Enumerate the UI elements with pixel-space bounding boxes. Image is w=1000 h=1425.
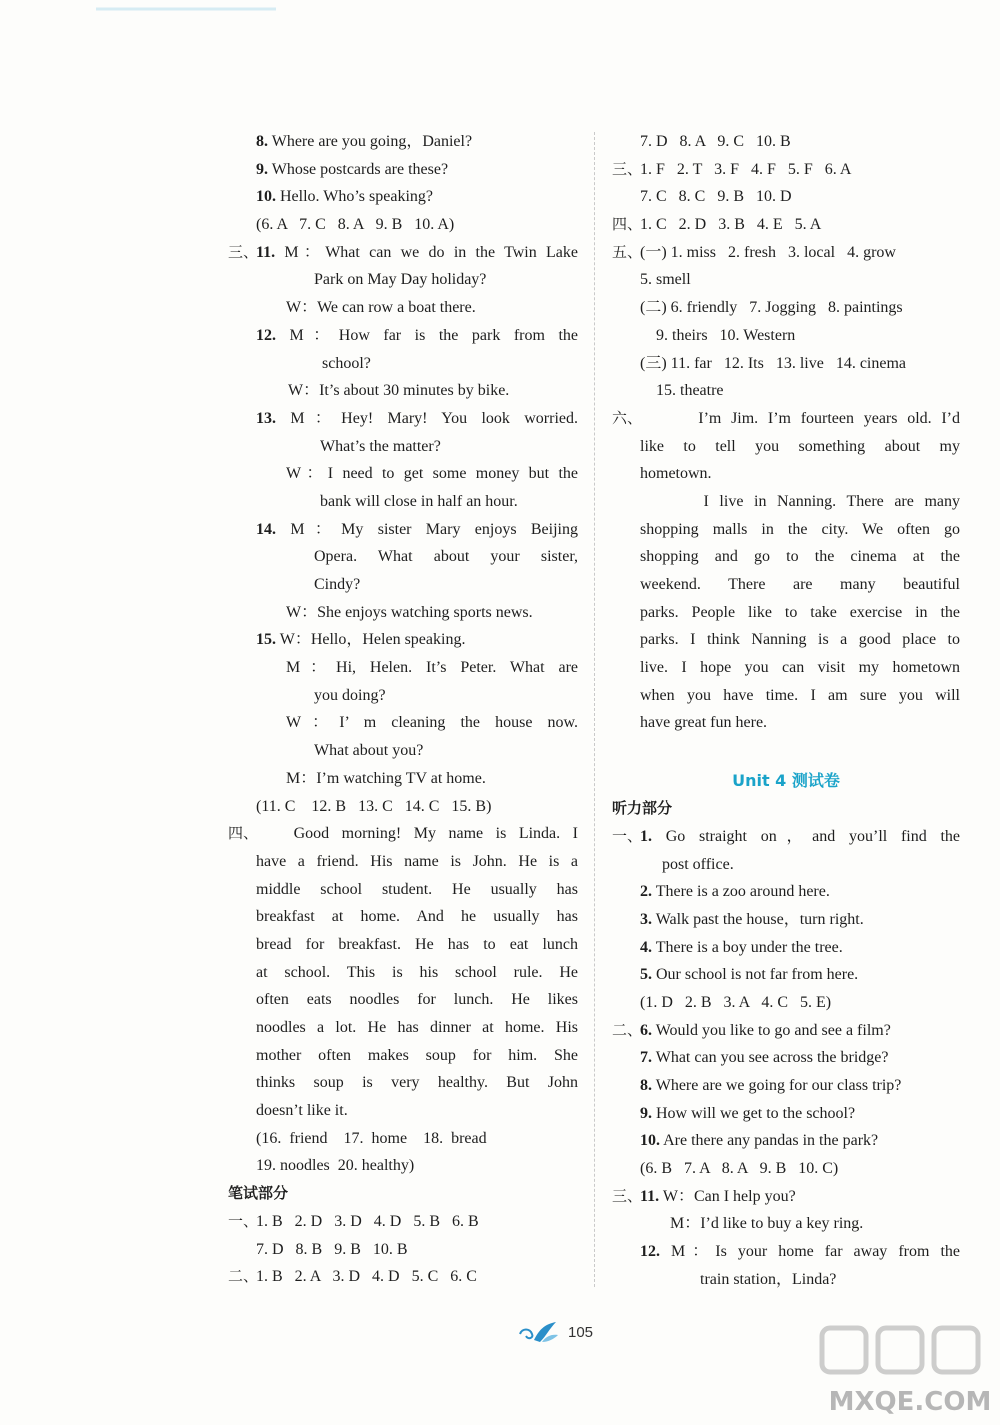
line-content [612,1022,891,1039]
answer-line [228,488,578,516]
answer-line [612,433,960,461]
line-text: M：Hey! Mary! You look worried. [276,409,578,427]
line-text: often eats noodles for lunch. He likes [256,991,578,1009]
item-number: 6. [640,1021,652,1039]
line-content [228,1157,414,1174]
answer-line [228,1069,578,1097]
line-text: at school. This is his school rule. He [256,963,578,981]
line-text: when you have time. I am sure you will [640,686,960,704]
item-number: 8. [640,1077,652,1094]
line-text: 1. B 2. A 3. D 4. D 5. C 6. C [256,1268,477,1286]
line-text: Cindy? [314,576,361,593]
section-marker: 二、 [612,1020,643,1039]
line-content [228,543,578,571]
answer-line [228,1042,578,1070]
line-text: I live in Nanning. There are many [640,492,960,510]
line-content [612,654,960,682]
line-text: M：I’m watching TV at home. [286,769,486,787]
line-content [228,1014,578,1042]
answer-line [612,1044,960,1072]
item-number: 8. [256,133,268,150]
line-content [228,576,360,593]
answer-line [228,793,578,821]
line-text: 1. C 2. D 3. B 4. E 5. A [640,216,822,234]
answer-line [612,1127,960,1155]
answer-line [228,959,578,987]
line-text: Where are you going，Daniel? [268,133,473,150]
answer-line [612,878,960,906]
answer-line [612,350,960,378]
line-text: doesn’t like it. [256,1102,348,1120]
answer-line [228,128,578,156]
line-content [228,188,433,205]
line-content [612,244,896,261]
line-text: W：I need to get some money but the [286,465,578,483]
unit-title: Unit 4 测试卷 [732,771,840,791]
line-content [228,299,476,316]
line-content [612,883,830,900]
answer-line [228,239,578,267]
answer-line [612,795,960,823]
line-content [612,599,960,627]
answer-line [228,626,578,654]
line-content [228,1130,487,1147]
item-number: 9. [640,1104,652,1122]
answer-line [612,156,960,184]
line-content [612,1160,838,1177]
line-content [612,465,712,482]
answer-line [612,682,960,710]
line-text: post office. [662,855,734,873]
answer-line [228,654,578,682]
line-text: (二) 6. friendly 7. Jogging 8. paintings [640,299,903,317]
answer-line [228,350,578,378]
line-text: W：She enjoys watching sports news. [286,603,533,621]
item-number: 5. [640,966,652,984]
line-text: 7. D 8. B 9. B 10. B [256,1240,408,1258]
line-content [228,271,486,288]
section-marker: 四、 [228,824,259,843]
answer-line [612,709,960,737]
spacer [612,737,960,759]
line-content [228,1042,578,1070]
item-number: 15. [256,631,276,649]
line-content [228,438,441,455]
line-content [228,986,578,1014]
line-content [228,709,578,737]
line-text: parks. People like to take exercise in the [640,603,960,621]
line-text: 7. D 8. A 9. C 10. B [640,133,791,150]
line-content [612,133,791,150]
line-content [228,1241,408,1258]
answer-line [612,488,960,516]
line-text: 15. theatre [656,382,724,400]
line-content [612,188,792,205]
answer-line [612,906,960,934]
line-text: M：Hi, Helen. It’s Peter. What are [286,659,578,677]
line-text: shopping malls in the city. We often go [640,520,960,538]
line-content [228,133,472,150]
line-text: like to tell you something about my [640,437,960,455]
line-content [228,798,491,815]
item-number: 4. [640,938,652,956]
page-ornament-icon [516,1318,562,1346]
line-text: live. I hope you can visit my hometown [640,659,960,677]
item-number: 11. [256,243,276,261]
line-text: bank will close in half an hour. [320,492,518,510]
line-content [228,405,578,433]
line-content [612,1271,836,1288]
line-content [228,654,578,682]
line-text: weekend. There are many beautiful [640,576,960,593]
line-text: I’m Jim. I’m fourteen years old. I’d [640,409,960,427]
answer-line [612,294,960,322]
answer-line [612,1072,960,1100]
section-marker: 一、 [612,826,643,845]
answer-line [228,156,578,184]
answer-line [228,322,578,350]
answer-line [612,516,960,544]
item-number: 10. [640,1132,660,1150]
line-content [612,994,831,1011]
line-text: breakfast at home. And he usually has [256,908,578,926]
item-number: 9. [256,160,268,178]
watermark-logo [812,1318,1000,1425]
line-content [612,571,960,599]
line-text: W：Hello，Helen speaking. [276,631,466,649]
line-text: Walk past the house，turn right. [652,910,864,928]
line-text: 7. C 8. C 9. B 10. D [640,188,792,206]
line-content [228,848,578,876]
item-number: 12. [640,1243,660,1261]
section-marker: 三、 [612,159,643,178]
answer-line [612,823,960,851]
line-content [228,239,578,267]
answer-line [228,543,578,571]
left-column [228,128,578,1291]
line-text: M：How far is the park from the [276,326,578,344]
line-content [228,1268,477,1285]
answer-line [612,1100,960,1128]
line-text: (6. B 7. A 8. A 9. B 10. C) [640,1160,839,1178]
line-content [228,516,578,544]
answer-line [612,934,960,962]
answer-line [228,1180,578,1208]
answer-line [612,1017,960,1045]
line-content [612,966,858,983]
answer-line [612,1210,960,1238]
line-content [612,327,795,344]
line-text: school? [322,354,371,372]
line-content [228,876,578,904]
item-number: 12. [256,326,276,344]
line-content [228,770,486,787]
line-content [228,1213,479,1230]
answer-line [228,848,578,876]
line-content [612,1049,889,1066]
line-text: (一) 1. miss 2. fresh 3. local 4. grow [640,243,896,261]
section-marker: 三、 [612,1186,643,1205]
line-content [612,1132,878,1149]
answer-line [612,599,960,627]
item-number: 3. [640,910,652,928]
section-marker: 三、 [228,242,259,261]
line-text: M：I’d like to buy a key ring. [670,1215,864,1233]
line-text: have a friend. His name is John. He is a [256,852,578,870]
line-content [612,856,734,873]
answer-line [228,1014,578,1042]
answer-line [228,986,578,1014]
line-text: Whose postcards are these? [268,160,449,178]
answer-line [612,211,960,239]
line-content [228,1069,578,1097]
answer-line [612,1238,960,1266]
answer-line [612,654,960,682]
right-column [612,128,960,1294]
line-content [228,382,509,399]
line-text: W：We can row a boat there. [286,299,476,317]
line-content [612,355,906,372]
answer-line [228,516,578,544]
section-marker: 一、 [228,1211,259,1230]
line-text: thinks soup is very healthy. But John [256,1074,578,1092]
answer-line [612,543,960,571]
answer-line [228,266,578,294]
line-content [612,911,864,928]
answer-line [228,876,578,904]
answer-line [228,571,578,599]
line-text: W：Can I help you? [659,1187,796,1205]
line-text: hometown. [640,465,712,483]
answer-line [228,377,578,405]
line-text: M：What can we do in the Twin Lake [275,243,578,261]
line-text: train station，Linda? [700,1270,837,1288]
answer-line [228,1097,578,1125]
answer-line [612,183,960,211]
line-content [612,271,691,288]
section-marker: 五、 [612,242,643,261]
line-text: (三) 11. far 12. Its 13. live 14. cinema [640,354,907,372]
line-content [612,1215,863,1232]
answer-line [612,989,960,1017]
line-text: Where are we going for our class trip? [652,1077,902,1094]
answer-line [228,1263,578,1291]
line-text: mother often makes soup for him. She [256,1046,578,1064]
answer-line [612,239,960,267]
item-number: 13. [256,409,276,427]
line-content [612,161,851,178]
line-text: Would you like to go and see a film? [652,1021,891,1039]
line-text: M：Is your home far away from the [660,1243,960,1261]
line-text: (11. C 12. B 13. C 14. C 15. B) [256,797,492,815]
answer-line [228,405,578,433]
answer-line [228,183,578,211]
item-number: 14. [256,520,276,538]
item-number: 7. [640,1049,652,1067]
item-number: 11. [640,1187,660,1205]
answer-line [612,1183,960,1211]
line-text: Opera. What about your sister, [314,548,578,566]
line-text: middle school student. He usually has [256,880,578,898]
line-text: What’s the matter? [320,437,441,455]
answer-line [612,571,960,599]
answer-line [228,765,578,793]
line-content [228,161,448,178]
answer-line [228,903,578,931]
answer-line [612,851,960,879]
line-content [612,714,767,731]
answer-line [228,460,578,488]
line-content [612,543,960,571]
line-text: shopping and go to the cinema at the [640,548,960,566]
line-content [228,1102,348,1119]
line-text: Are there any pandas in the park? [660,1132,879,1150]
answer-line [228,211,578,239]
watermark-text: MXQE.COM [828,1387,992,1417]
answer-line [228,709,578,737]
section-marker: 六、 [612,408,643,427]
answer-line [228,820,578,848]
line-content [612,1077,901,1094]
line-text: There is a boy under the tree. [652,938,843,956]
line-content [228,931,578,959]
section-marker: 四、 [612,215,643,234]
line-content [612,382,724,399]
line-content [228,460,578,488]
line-text: Hello. Who’s speaking? [276,188,434,206]
answer-line [228,1152,578,1180]
line-content [228,903,578,931]
line-text: noodles a lot. He has dinner at home. His [256,1019,578,1036]
line-text: W：I’ m cleaning the house now. [286,714,578,732]
answer-line [612,405,960,433]
top-decor-line [96,6,276,12]
answer-line [612,961,960,989]
answer-line [612,1266,960,1294]
line-content [228,820,578,848]
answer-line [228,433,578,461]
line-text: 9. theirs 10. Western [656,326,796,344]
line-text: 19. noodles 20. healthy) [256,1157,415,1175]
line-content [612,682,960,710]
answer-line [612,626,960,654]
line-text: (6. A 7. C 8. A 9. B 10. A) [256,216,455,234]
line-content [612,823,960,851]
answer-line [228,1208,578,1236]
line-text: What can you see across the bridge? [652,1049,889,1067]
line-text: There is a zoo around here. [652,883,830,901]
answer-line [228,599,578,627]
answer-line [228,737,578,765]
answer-line [228,682,578,710]
line-content [228,493,518,510]
line-content [228,959,578,987]
item-number: 1. [640,827,652,845]
line-text: M：My sister Mary enjoys Beijing [276,520,578,538]
line-text: Park on May Day holiday? [314,271,487,289]
column-divider [594,132,595,1287]
line-content [228,687,386,704]
answer-line [228,1236,578,1264]
line-text: Good morning! My name is Linda. I [256,825,578,843]
line-content [228,355,371,372]
section-marker: 二、 [228,1267,259,1286]
line-content [612,488,960,516]
line-content [612,1105,855,1122]
item-number: 2. [640,883,652,901]
line-text: Our school is not far from here. [652,966,859,984]
line-text: W：It’s about 30 minutes by bike. [288,382,510,400]
line-content [612,433,960,461]
line-text: How will we get to the school? [652,1104,856,1122]
line-content [612,1238,960,1266]
answer-line [612,377,960,405]
answer-line [612,460,960,488]
line-text: have great fun here. [640,714,768,732]
item-number: 10. [256,188,276,206]
line-content [612,939,843,956]
answer-line [228,931,578,959]
line-text: What about you? [314,742,424,760]
line-text: 1. F 2. T 3. F 4. F 5. F 6. A [640,160,852,178]
answer-line [228,1125,578,1153]
line-content [228,742,423,759]
section-heading: 笔试部分 [228,1184,289,1203]
section-heading: 听力部分 [612,799,673,818]
line-text: you doing? [314,686,386,704]
line-content [228,604,533,621]
line-content [228,322,578,350]
line-text: (1. D 2. B 3. A 4. C 5. E) [640,993,832,1011]
line-text: bread for breakfast. He has to eat lunch [256,935,578,953]
line-content [612,216,821,233]
page-number: 105 [568,1324,594,1341]
line-text: Go straight on，and you’ll find the [652,827,960,845]
line-content [612,626,960,654]
line-text: (16. friend 17. home 18. bread [256,1129,487,1147]
line-content [612,405,960,433]
line-text: parks. I think Nanning is a good place to [640,631,960,649]
line-content [228,631,465,648]
line-content [612,299,903,316]
answer-line [228,294,578,322]
answer-line [612,322,960,350]
line-text: 5. smell [640,271,691,289]
answer-line [612,1155,960,1183]
line-content [612,516,960,544]
answer-line [612,128,960,156]
answer-line [612,266,960,294]
line-content [228,216,454,233]
line-text: 1. B 2. D 3. D 4. D 5. B 6. B [256,1212,479,1230]
